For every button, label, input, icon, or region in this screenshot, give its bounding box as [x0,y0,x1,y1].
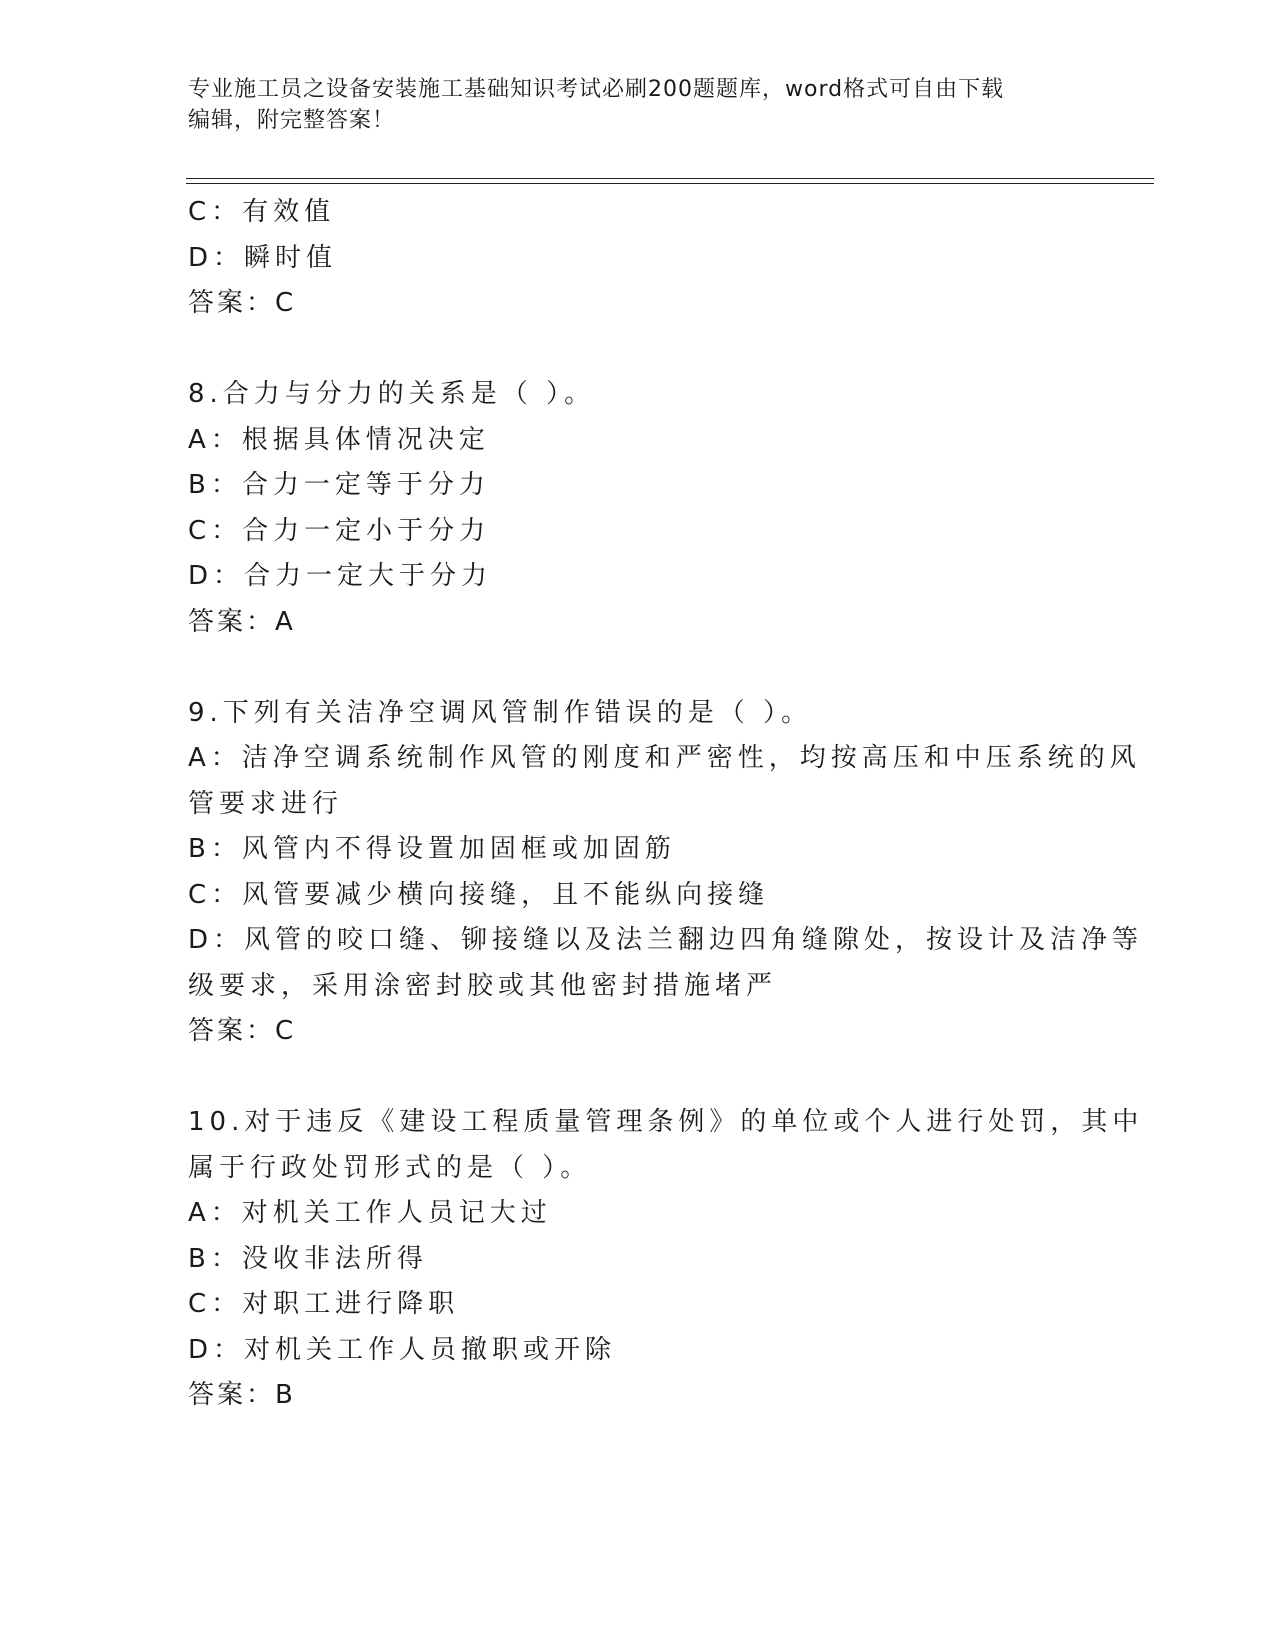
option-d-continued: 级要求，采用涂密封胶或其他密封措施堵严 [188,970,778,1001]
question-stem: 10.对于违反《建设工程质量管理条例》的单位或个人进行处罚，其中 [188,1107,1144,1137]
spacer [188,645,1088,691]
question-stem: 9.下列有关洁净空调风管制作错误的是（ ）。 [188,697,813,728]
option-a: A：根据具体情况决定 [188,424,490,455]
document-header [188,74,1088,136]
prev-question [188,190,1088,327]
spacer [188,327,1088,373]
question-9 [188,691,1144,1055]
header-line-1: 专业施工员之设备安装施工基础知识考试必刷200题题库，word格式可自由下载 [188,77,1005,102]
option-a: A：对机关工作人员记大过 [188,1198,552,1228]
option-c: C：有效值 [188,197,336,227]
header-rule-bottom [186,183,1154,184]
answer-line: 答案：B [188,1380,296,1410]
answer-line: 答案：A [188,606,296,637]
spacer [188,1055,1088,1101]
option-d: D：瞬时值 [188,242,338,273]
answer-line: 答案：C [188,1016,297,1046]
answer-line: 答案：C [188,288,297,318]
option-a: A：洁净空调系统制作风管的刚度和严密性，均按高压和中压系统的风 [188,743,1141,773]
option-a-continued: 管要求进行 [188,788,344,819]
option-b: B：合力一定等于分力 [188,470,490,500]
question-stem-continued: 属于行政处罚形式的是（ ）。 [188,1152,592,1183]
header-rule-top [186,178,1154,179]
question-8 [188,372,1088,645]
option-b: B：没收非法所得 [188,1243,428,1274]
option-c: C：合力一定小于分力 [188,515,491,546]
option-d: D：合力一定大于分力 [188,561,493,591]
question-content [188,190,1144,1419]
option-b: B：风管内不得设置加固框或加固筋 [188,834,676,864]
question-stem: 8.合力与分力的关系是（ ）。 [188,379,596,409]
question-10 [188,1100,1144,1419]
option-c: C：对职工进行降职 [188,1289,460,1319]
option-c: C：风管要减少横向接缝，且不能纵向接缝 [188,879,770,910]
header-line-2: 编辑，附完整答案！ [188,108,396,133]
option-d: D：对机关工作人员撤职或开除 [188,1334,617,1365]
option-d: D：风管的咬口缝、铆接缝以及法兰翻边四角缝隙处，按设计及洁净等 [188,925,1144,955]
